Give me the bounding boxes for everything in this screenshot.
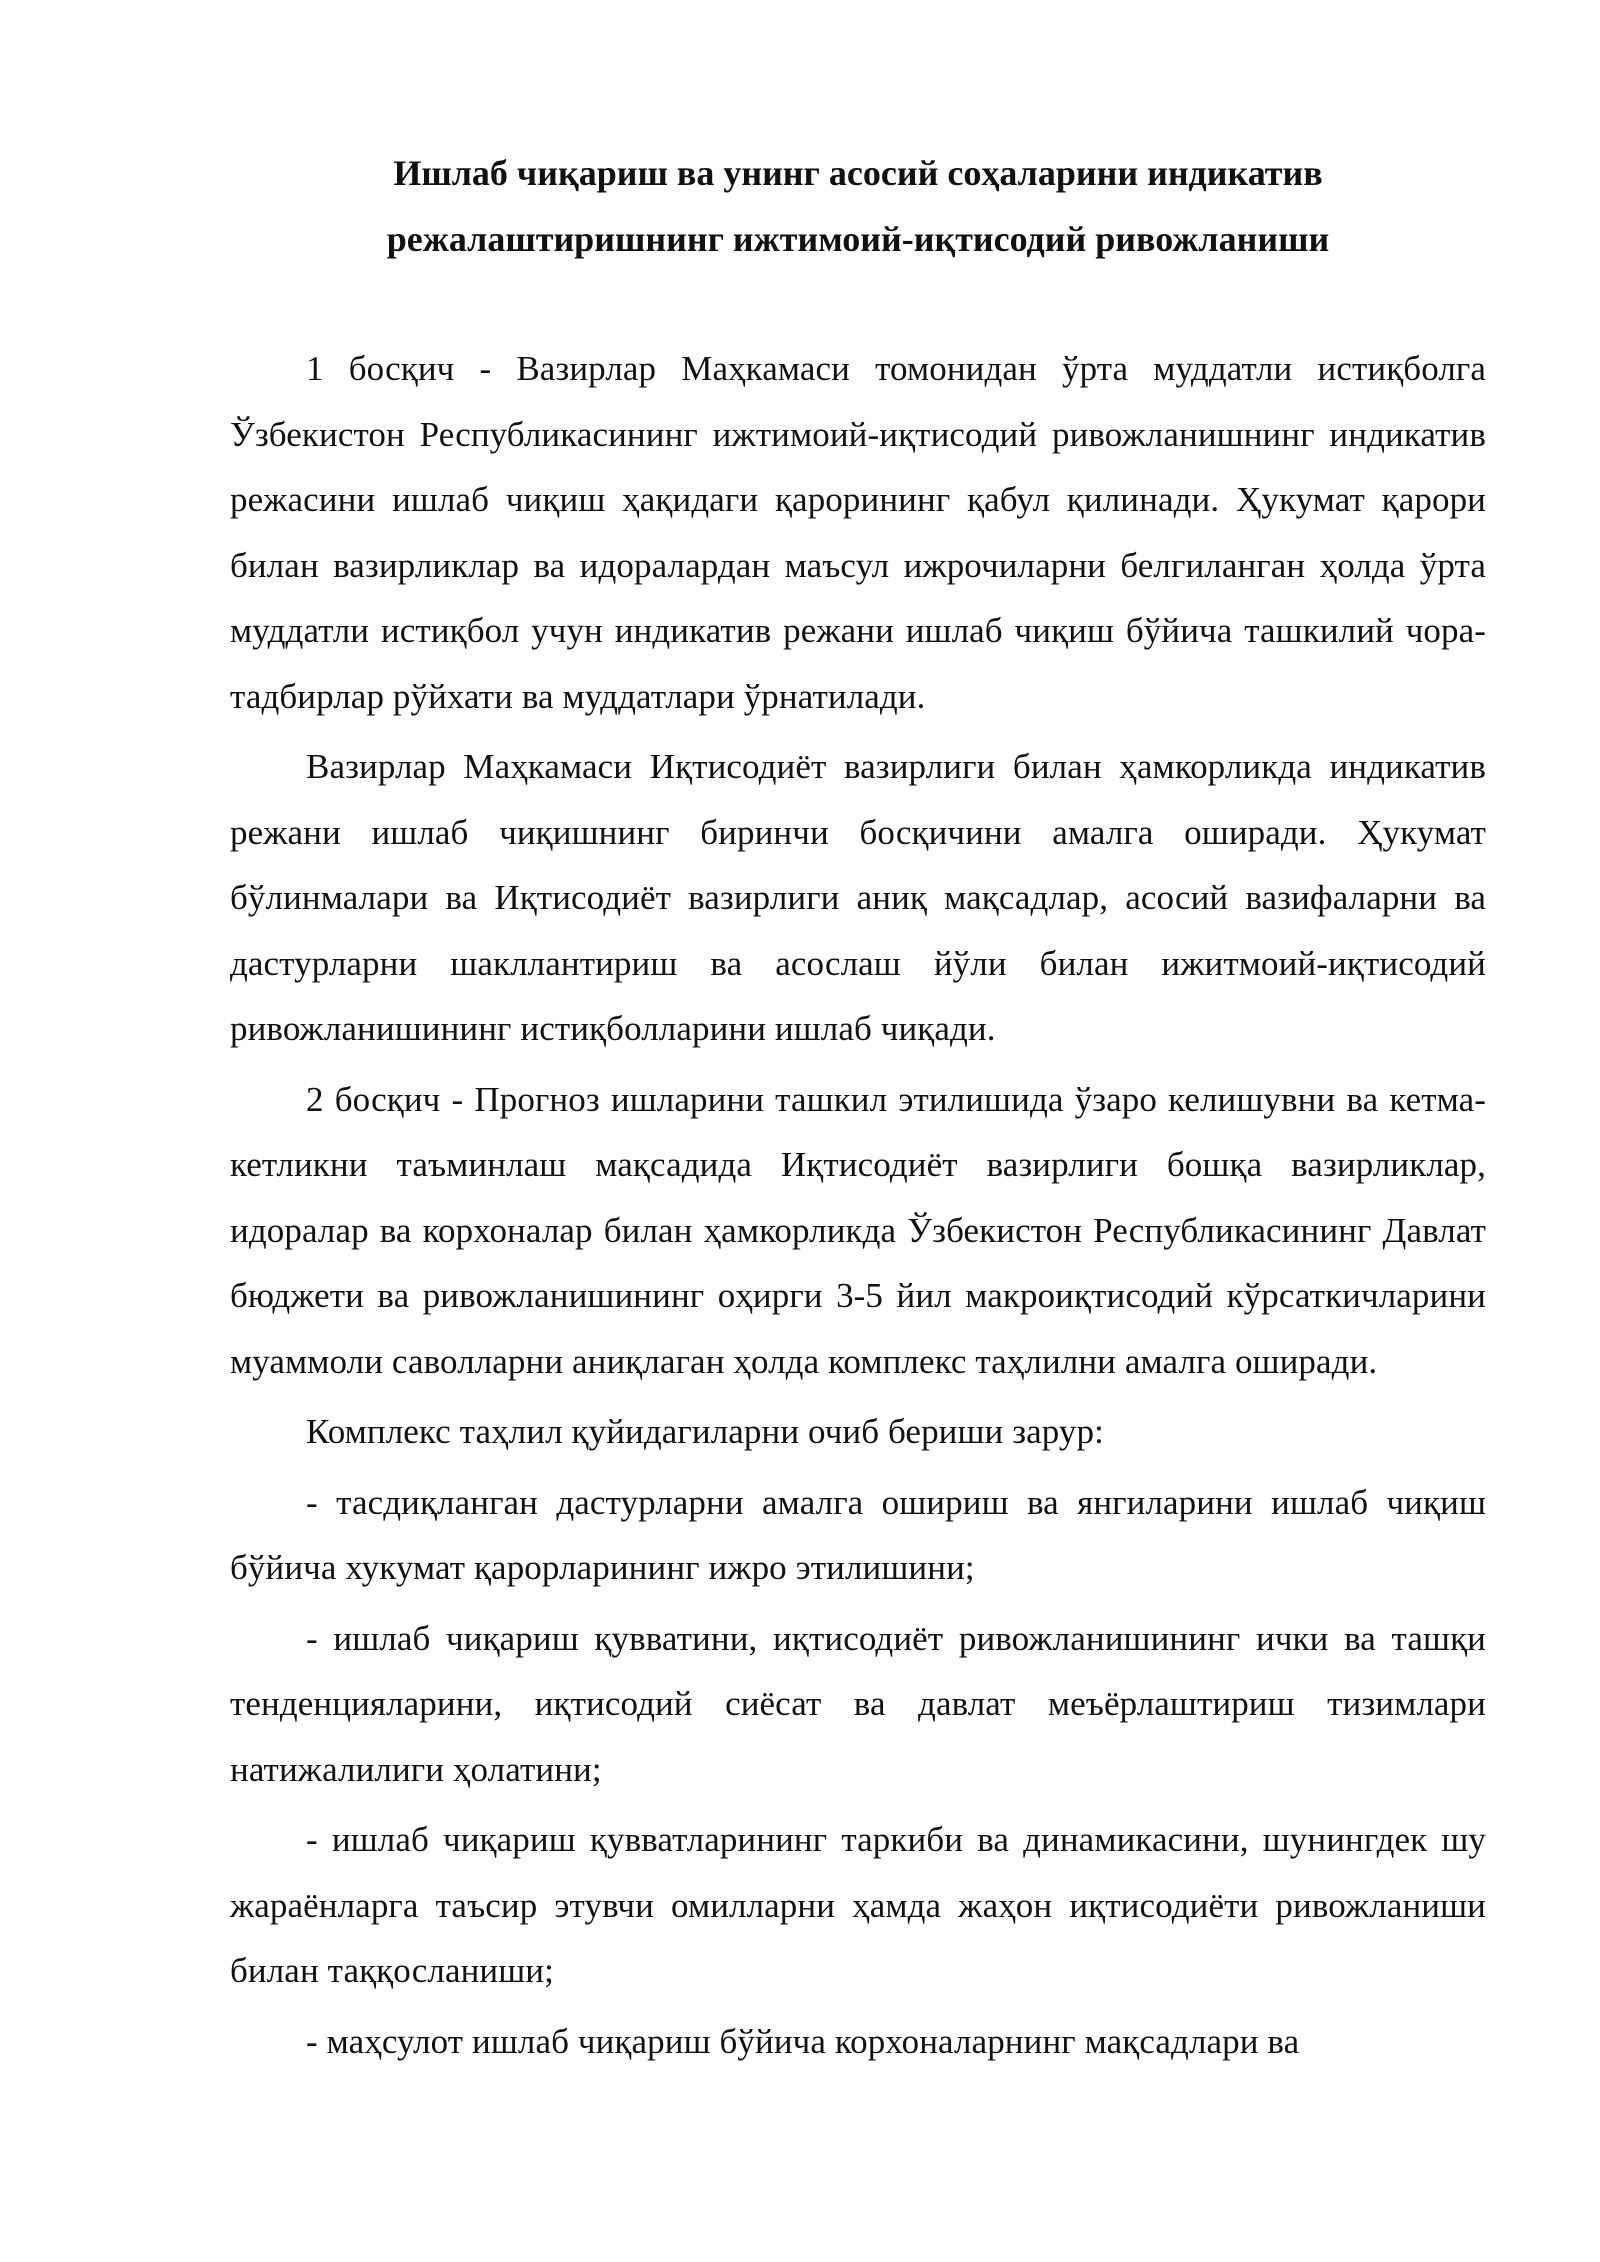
list-item: - ишлаб чиқариш қувватини, иқтисодиёт ривожланишининг ички ва ташқи тенденцияларини, иқтисодий сиёсат ва давлат меъёрлаштириш тизимлари натижалилиги ҳолатини; [230, 1618, 1486, 1789]
paragraph-stage-1: 1 босқич - Вазирлар Маҳкамаси томонидан ўрта муддатли истиқболга Ўзбекистон Республикасининг ижтимоий-иқтисодий ривожланишнинг индикатив режасини ишлаб чиқиш ҳақидаги қарорининг қабул қилинади. Ҳукумат қарори билан вазирликлар ва идоралардан маъсул ижрочиларни белгиланган ҳолда ўрта муддатли истиқбол учун индикатив режани ишлаб чиқиш бўйича ташкилий чора-тадбирлар рўйхати ва муддатлари ўрнатилади. [230, 349, 1486, 716]
paragraph-stage-2: 2 босқич - Прогноз ишларини ташкил этилишида ўзаро келишувни ва кетма-кетликни таъминлаш мақсадида Иқтисодиёт вазирлиги бошқа вазирликлар, идоралар ва корхоналар билан ҳамкорликда Ўзбекистон Республикасининг Давлат бюджети ва ривожланишининг оҳирги 3-5 йил макроиқтисодий кўрсаткичларини муаммоли саволларни аниқлаган ҳолда комплекс таҳлилни амалга оширади. [230, 1079, 1486, 1381]
document-title [230, 140, 1486, 272]
paragraph-analysis-intro: Комплекс таҳлил қуйидагиларни очиб бериши зарур: [306, 1412, 1104, 1451]
document-body [230, 336, 1486, 2074]
document-page [230, 140, 1486, 2074]
list-item: - маҳсулот ишлаб чиқариш бўйича корхоналарнинг мақсадлари ва [306, 2021, 1300, 2061]
paragraph-ministry: Вазирлар Маҳкамаси Иқтисодиёт вазирлиги билан ҳамкорликда индикатив режани ишлаб чиқишнинг биринчи босқичини амалга оширади. Ҳукумат бўлинмалари ва Иқтисодиёт вазирлиги аниқ мақсадлар, асосий вазифаларни ва дастурларни шакллантириш ва асослаш йўли билан ижитмоий-иқтисодий ривожланишининг истиқболларини ишлаб чиқади. [230, 747, 1486, 1048]
list-item: - ишлаб чиқариш қувватларининг таркиби ва динамикасини, шунингдек шу жараёнларга таъсир этувчи омилларни ҳамда жаҳон иқтисодиёти ривожланиши билан таққосланиши; [230, 1820, 1486, 1990]
title-line-1: Ишлаб чиқариш ва унинг асосий соҳаларини индикатив [393, 153, 1323, 193]
list-item: - тасдиқланган дастурларни амалга ошириш ва янгиларини ишлаб чиқиш бўйича хукумат қарорларининг ижро этилишини; [230, 1482, 1486, 1587]
title-line-2: режалаштиришнинг ижтимоий-иқтисодий ривожланиши [386, 219, 1330, 259]
